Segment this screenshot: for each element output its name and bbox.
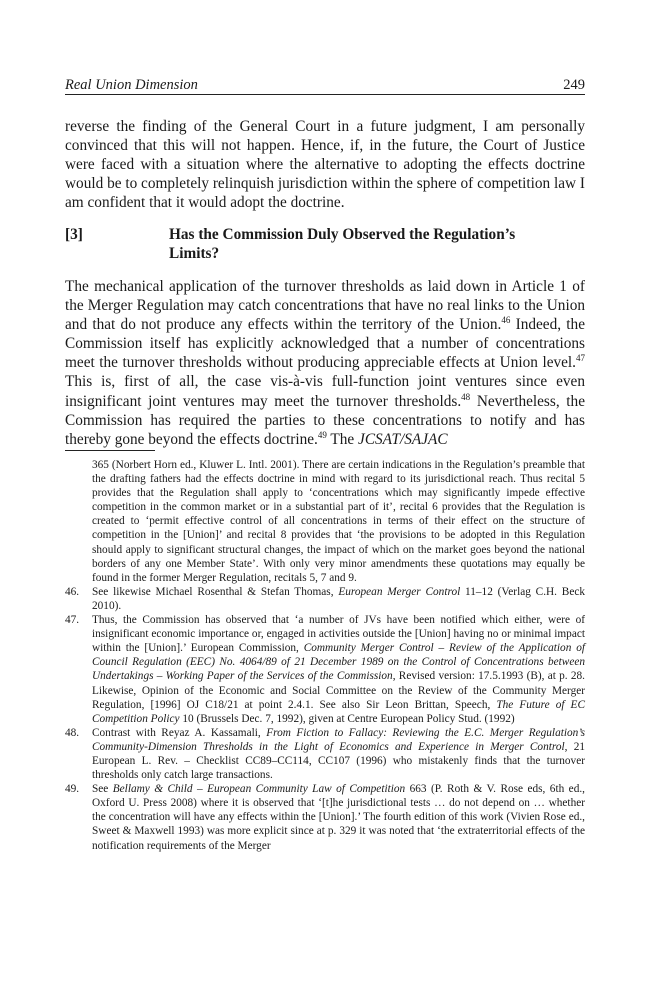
text-span: See <box>92 783 113 796</box>
footnote-46 <box>65 585 585 613</box>
footnote-number: 49. <box>65 783 80 796</box>
text-span: Thus, the Commission has observed that ‘a number of JVs have been notified which either, were of insignificant economic importance or, engaged in activities outside the [Union] having no or minimal impact within the [Union].’ European Commission, <box>92 614 585 655</box>
footnote-48 <box>65 726 585 782</box>
footnote-ref-49[interactable]: 49 <box>317 429 327 440</box>
section-title: Has the Commission Duly Observed the Regulation’s Limits? <box>169 226 516 262</box>
footnote-47 <box>65 613 585 726</box>
section-number: [3] <box>65 226 83 243</box>
body-paragraph-2 <box>65 277 585 449</box>
footnote-ref-48[interactable]: 48 <box>461 391 471 402</box>
body-paragraph-1: reverse the finding of the General Court in a future judgment, I am personally convinced that this will not happen. Hence, if, in the future, the Court of Justice were faced with a situation where the alternative to adopting the effects doctrine would be to completely relinquish jurisdiction within the sphere of competition law I am confident that it would adopt the doctrine. <box>65 118 585 212</box>
text-span: The <box>326 430 359 448</box>
text-span: 663 (P. Roth & V. Rose eds, 6th ed., Oxford U. Press 2008) where it is observed that ‘[t]he jurisdictional tests … do not depend on … whether the concentration will have any effects within the [Union].’ The fourth edition of this work (Vivien Rose ed., Sweet & Maxwell 1993) was more explicit since at p. 329 it was noted that ‘the extraterritorial effects of the notification requirements of the Merger <box>92 783 585 852</box>
text-span: , 21 European L. Rev. – Checklist CC89–CC114, CC107 (1996) who mistakenly finds that the turnover thresholds only catch large transactions. <box>92 740 585 782</box>
citation-title: European Merger Control <box>338 585 461 598</box>
footnotes <box>65 458 585 853</box>
text-span: Nevertheless, the Commission has required the parties to these concentrations to notify and has thereby gone beyond the effects doctrine. <box>65 392 585 448</box>
text-span: 11–12 (Verlag C.H. Beck 2010). <box>92 585 585 612</box>
case-name: JCSAT/SAJAC <box>358 430 448 448</box>
text-span: 10 (Brussels Dec. 7, 1992), given at Centre European Policy Stud. (1992) <box>179 712 515 725</box>
text-span: See likewise Michael Rosenthal & Stefan Thomas, <box>92 585 339 598</box>
footnote-separator <box>65 450 155 451</box>
text-span: Indeed, the Commission itself has explicitly acknowledged that a number of concentrations meet the turnover thresholds without producing appreciable effects at Union level. <box>65 316 585 372</box>
text-span: This is, first of all, the case vis-à-vis full-function joint ventures since even insignificant joint ventures may meet the turnover thresholds. <box>65 373 585 410</box>
citation-title: From Fiction to Fallacy: Reviewing the E.C. Merger Regulation’s Community-Dimension Thresholds in the Light of Economics and Experience in Merger Control <box>92 726 585 753</box>
footnote-number: 47. <box>65 614 80 627</box>
citation-title: Bellamy & Child – European Community Law of Competition <box>112 783 406 796</box>
footnote-ref-47[interactable]: 47 <box>576 353 585 364</box>
footnote-ref-46[interactable]: 46 <box>501 315 511 326</box>
footnote-number: 46. <box>65 585 80 598</box>
citation-title: The Future of EC Competition Policy <box>92 698 585 725</box>
running-title: Real Union Dimension <box>65 77 198 93</box>
text-span: Contrast with Reyaz A. Kassamali, <box>92 726 267 739</box>
running-head <box>65 76 585 95</box>
citation-title: Community Merger Control – Review of the Application of Council Regulation (EEC) No. 4064/89 of 21 December 1989 on the Control of Concentrations between Undertakings – Working Paper of the Services of the Commission <box>92 642 585 683</box>
footnote-continuation: 365 (Norbert Horn ed., Kluwer L. Intl. 2001). There are certain indications in the Regulation’s preamble that the drafting fathers had the effects doctrine in mind with regard to its jurisdictional reach. Thus recital 5 provides that the Regulation shall apply to ‘concentrations which may significantly impede effective competition in the common market or in a substantial part of it’, recital 6 provides that the Regulation is created to ‘permit effective control of all concentrations in terms of their effect on the structure of competition in the [Union]’ and recital 8 provides that ‘the provisions to be adopted in this Regulation should apply to significant structural changes, the impact of which on the market goes beyond the national borders of any one Member State’. With only very minor amendments these quotations may equally be found in the former Merger Regulation, recitals 5, 7 and 9. <box>92 459 585 584</box>
footnote-49 <box>65 782 585 852</box>
page-number: 249 <box>563 77 585 93</box>
text-span: , Revised version: 17.5.1993 (B), at p. 28. Likewise, Opinion of the Economic and Social Committee on the Review of the Community Merger Regulation, [1996] OJ C18/21 at point 2.4.1. See also Sir Leon Brittan, Speech, <box>92 670 585 711</box>
text-span: The mechanical application of the turnover thresholds as laid down in Article 1 of the Merger Regulation may catch concentrations that have no real links to the Union and that do not produce any effects within the territory of the Union. <box>65 278 585 334</box>
footnote-number: 48. <box>65 726 80 739</box>
